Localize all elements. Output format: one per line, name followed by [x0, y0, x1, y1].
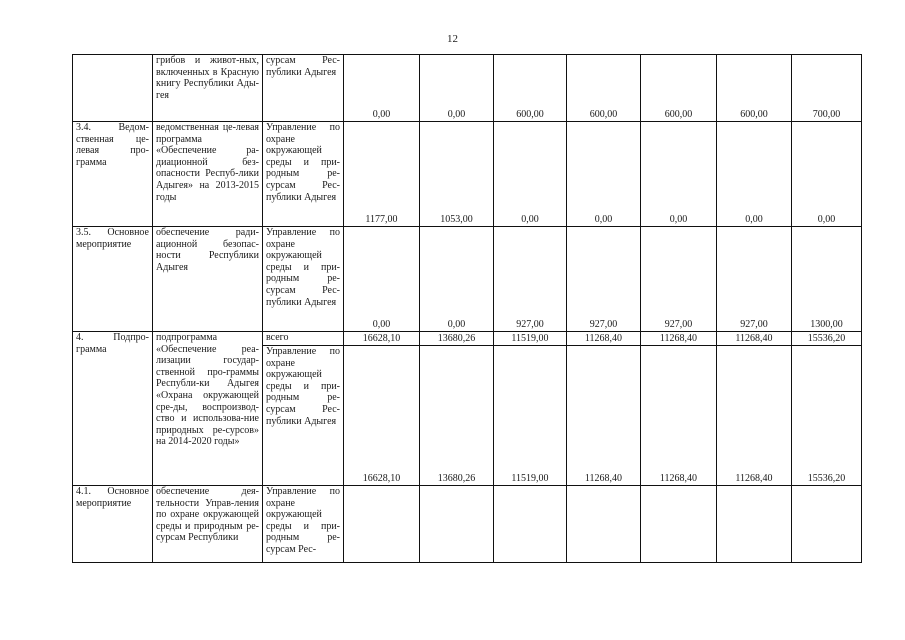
value-cell	[567, 486, 641, 563]
value-cell: 927,00	[641, 227, 717, 332]
value-cell: 16628,10	[344, 346, 420, 486]
row-executor-cell: Управление по охране окружающей среды и при-родным ре-сурсам Рес-публики Адыгея	[263, 346, 344, 486]
value-cell: 11268,40	[641, 346, 717, 486]
total-value-cell: 11519,00	[494, 332, 567, 346]
row-description-cell: ведомственная це-левая программа «Обеспечение ра-диационной без-опасности Респуб-лики Адыгея» на 2013-2015 годы	[153, 122, 263, 227]
value-cell	[344, 486, 420, 563]
value-cell: 0,00	[792, 122, 862, 227]
value-cell: 1177,00	[344, 122, 420, 227]
row-name-cell: 4. Подпро-грамма	[73, 332, 153, 486]
row-name-cell: 3.5. Основное мероприятие	[73, 227, 153, 332]
value-cell: 11268,40	[567, 346, 641, 486]
value-cell: 0,00	[344, 55, 420, 122]
row-name-cell: 4.1. Основное мероприятие	[73, 486, 153, 563]
table-row	[73, 486, 862, 563]
value-cell: 700,00	[792, 55, 862, 122]
budget-table	[72, 54, 862, 563]
table-row	[73, 227, 862, 332]
total-value-cell: 11268,40	[567, 332, 641, 346]
row-executor-cell: Управление по охране окружающей среды и при-родным ре-сурсам Рес-публики Адыгея	[263, 227, 344, 332]
total-value-cell: 11268,40	[641, 332, 717, 346]
value-cell: 0,00	[717, 122, 792, 227]
total-value-cell: 16628,10	[344, 332, 420, 346]
total-value-cell: 13680,26	[420, 332, 494, 346]
value-cell	[420, 486, 494, 563]
value-cell: 0,00	[420, 227, 494, 332]
row-executor-cell: Управление по охране окружающей среды и при-родным ре-сурсам Рес-	[263, 486, 344, 563]
value-cell	[494, 486, 567, 563]
value-cell: 0,00	[641, 122, 717, 227]
value-cell: 927,00	[717, 227, 792, 332]
value-cell: 927,00	[494, 227, 567, 332]
row-description-cell: грибов и живот-ных, включенных в Красную книгу Республики Ады-гея	[153, 55, 263, 122]
value-cell: 13680,26	[420, 346, 494, 486]
value-cell: 0,00	[420, 55, 494, 122]
table-row	[73, 332, 862, 346]
value-cell: 0,00	[344, 227, 420, 332]
row-executor-cell: сурсам Рес-публики Адыгея	[263, 55, 344, 122]
value-cell: 11519,00	[494, 346, 567, 486]
value-cell: 15536,20	[792, 346, 862, 486]
value-cell: 1053,00	[420, 122, 494, 227]
value-cell: 927,00	[567, 227, 641, 332]
page-number: 12	[447, 33, 458, 45]
value-cell: 11268,40	[717, 346, 792, 486]
value-cell	[717, 486, 792, 563]
value-cell: 1300,00	[792, 227, 862, 332]
value-cell: 600,00	[641, 55, 717, 122]
table-row	[73, 55, 862, 122]
value-cell	[792, 486, 862, 563]
row-executor-cell: Управление по охране окружающей среды и при-родным ре-сурсам Рес-публики Адыгея	[263, 122, 344, 227]
value-cell: 0,00	[567, 122, 641, 227]
row-total-label-cell: всего	[263, 332, 344, 346]
value-cell: 600,00	[567, 55, 641, 122]
value-cell: 600,00	[717, 55, 792, 122]
total-value-cell: 11268,40	[717, 332, 792, 346]
value-cell	[641, 486, 717, 563]
total-value-cell: 15536,20	[792, 332, 862, 346]
row-description-cell: обеспечение дея-тельности Управ-ления по охране окружающей среды и природным ре-сурсам Республики	[153, 486, 263, 563]
value-cell: 600,00	[494, 55, 567, 122]
row-description-cell: подпрограмма «Обеспечение реа-лизации государ-ственной про-граммы Республи-ки Адыгея «Охрана окружающей сре-ды, воспроизвод-ство и использова-ние природных ре-сурсов» на 2014-2020 годы»	[153, 332, 263, 486]
value-cell: 0,00	[494, 122, 567, 227]
row-description-cell: обеспечение ради-ационной безопас-ности Республики Адыгея	[153, 227, 263, 332]
table-row	[73, 122, 862, 227]
row-name-cell	[73, 55, 153, 122]
row-name-cell: 3.4. Ведом-ственная це-левая про-грамма	[73, 122, 153, 227]
